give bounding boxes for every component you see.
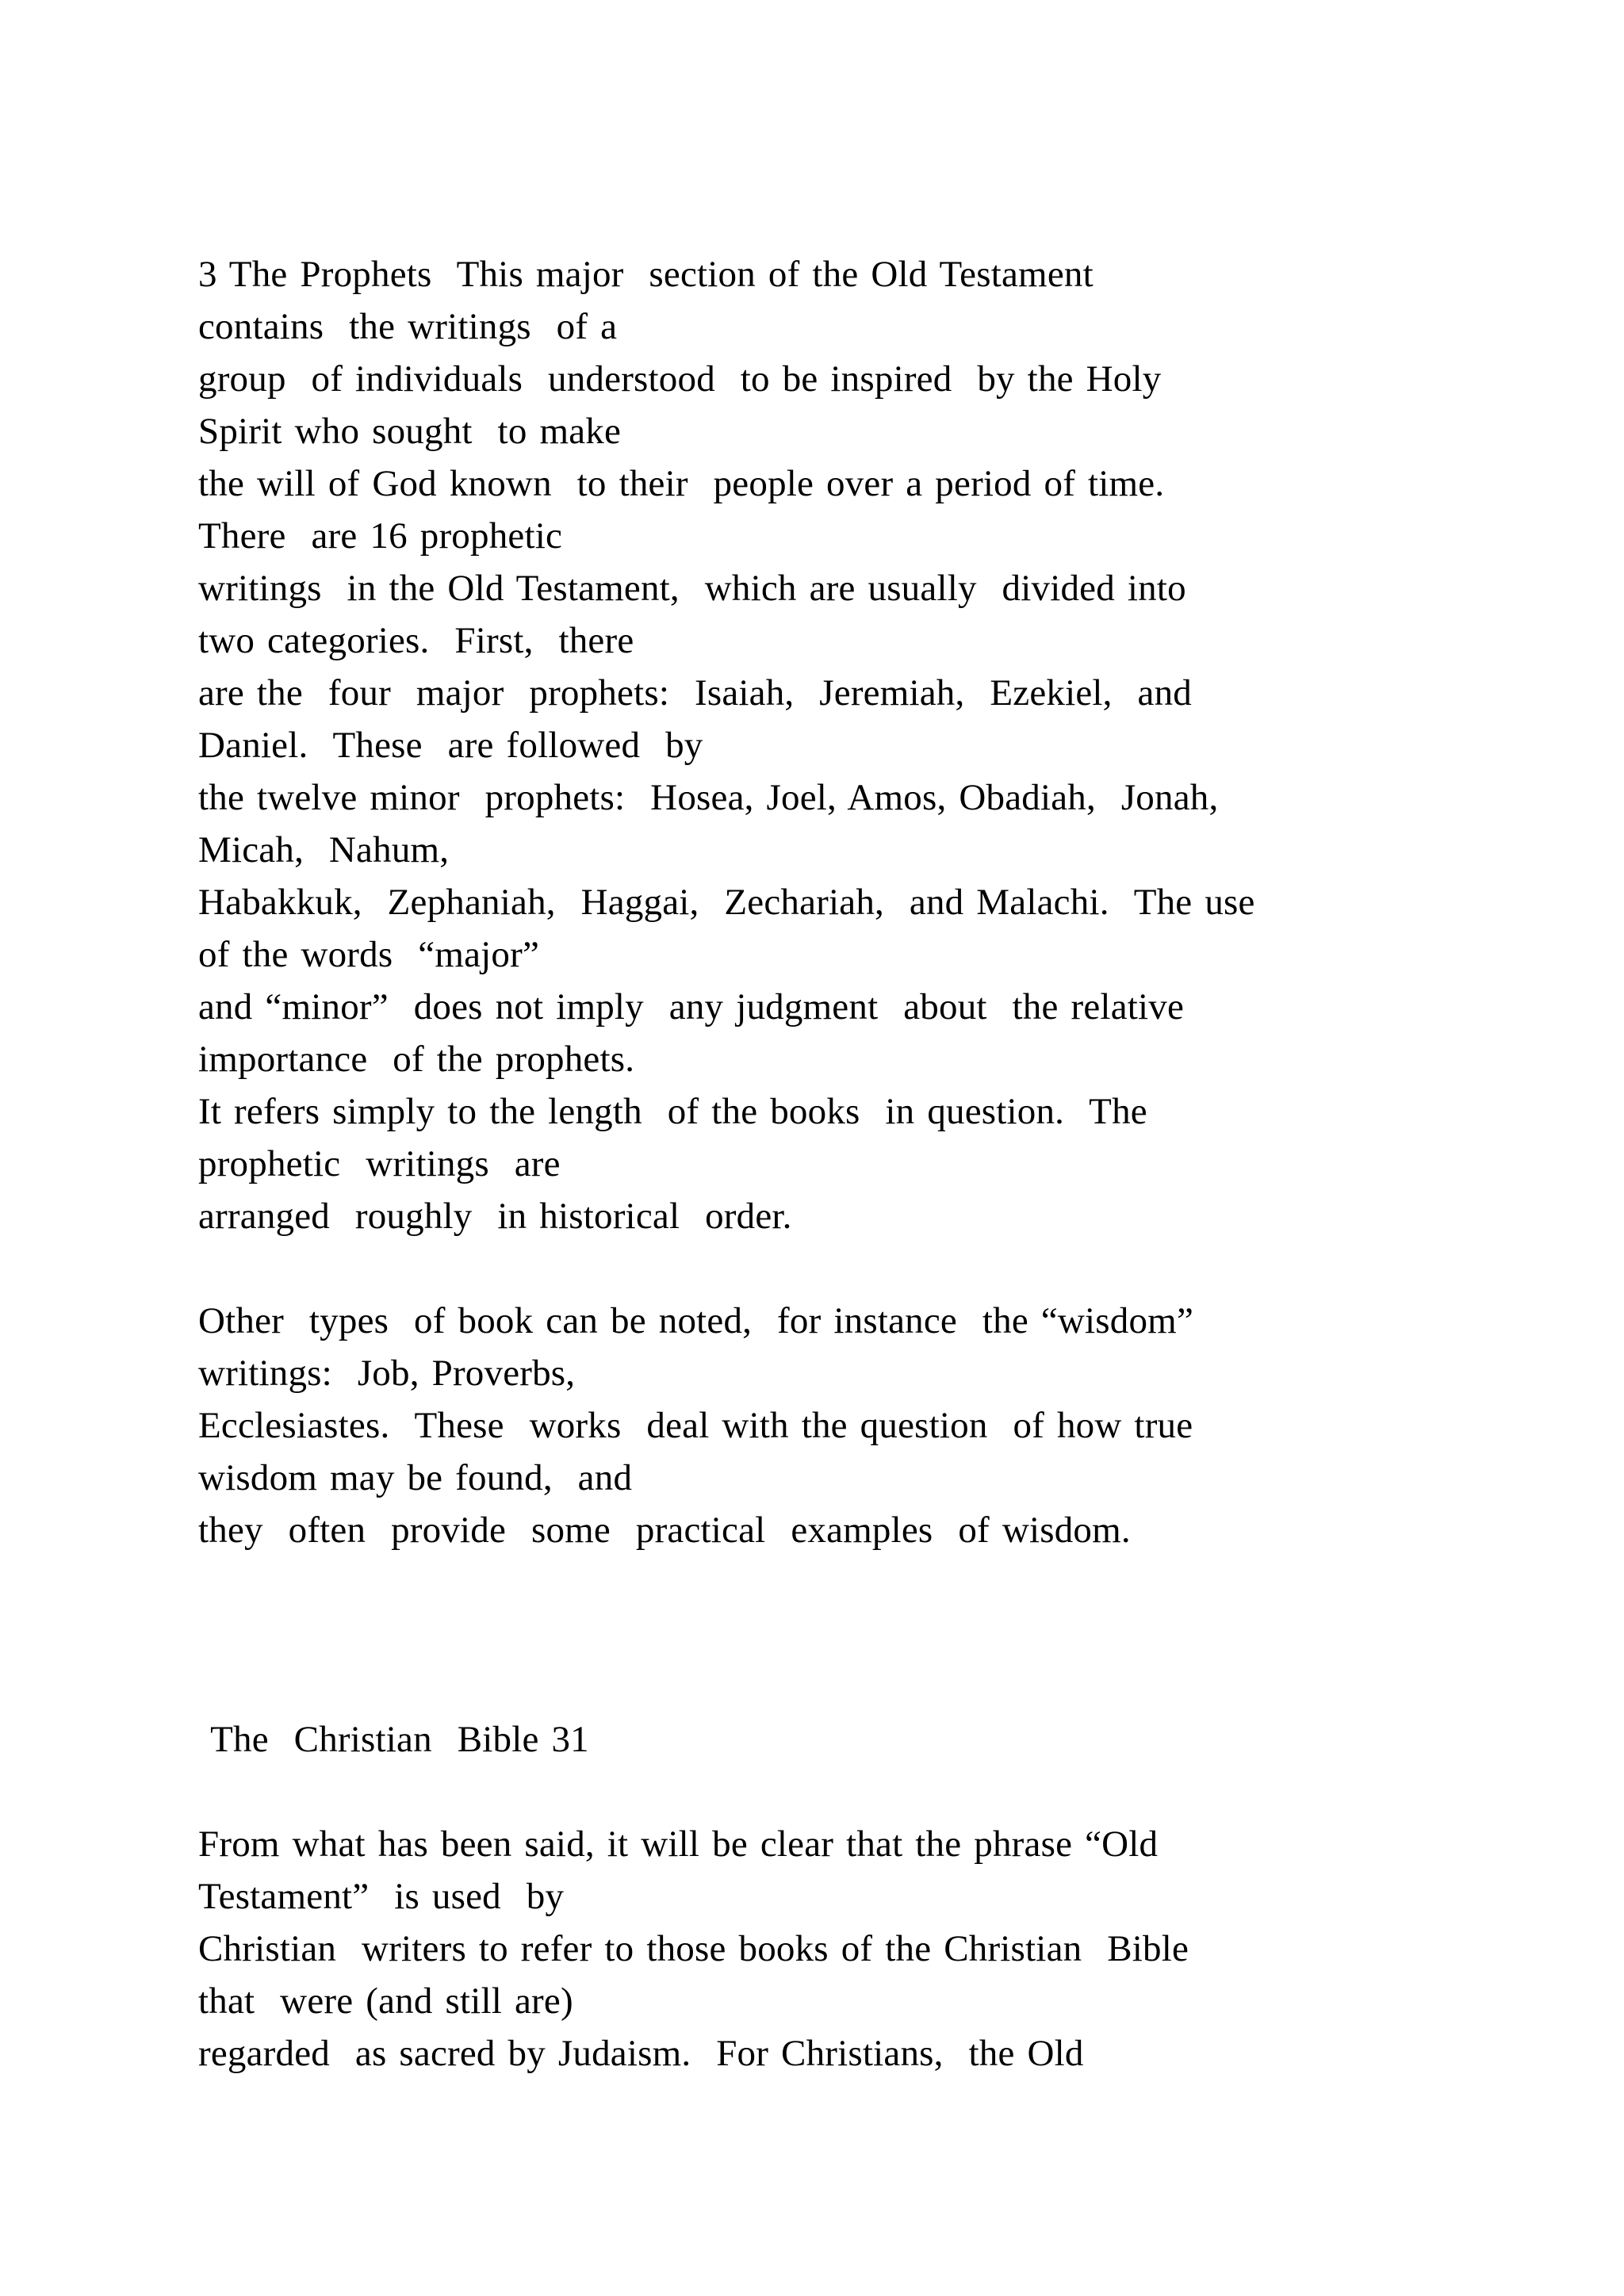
text-line: Testament” is used by bbox=[198, 1876, 565, 1917]
text-line: Spirit who sought to make bbox=[198, 411, 622, 452]
text-line: Micah, Nahum, bbox=[198, 829, 450, 871]
text-line: that were (and still are) bbox=[198, 1980, 573, 2022]
text-line: two categories. First, there bbox=[198, 620, 634, 661]
text-line: It refers simply to the length of the books in question. The bbox=[198, 1091, 1147, 1132]
text-line: Habakkuk, Zephaniah, Haggai, Zechariah, and Malachi. The use bbox=[198, 882, 1255, 923]
text-line: 3 The Prophets This major section of the Old Testament bbox=[198, 254, 1094, 295]
text-line: writings: Job, Proverbs, bbox=[198, 1353, 576, 1394]
text-line: From what has been said, it will be clear that the phrase “Old bbox=[198, 1823, 1159, 1865]
text-line: importance of the prophets. bbox=[198, 1039, 635, 1080]
text-line: wisdom may be found, and bbox=[198, 1457, 633, 1498]
text-line: are the four major prophets: Isaiah, Jeremiah, Ezekiel, and bbox=[198, 672, 1192, 714]
text-line: prophetic writings are bbox=[198, 1143, 561, 1184]
text-line: contains the writings of a bbox=[198, 306, 618, 347]
text-line: the will of God known to their people over a period of time. bbox=[198, 463, 1165, 504]
text-line: arranged roughly in historical order. bbox=[198, 1196, 792, 1237]
text-line: they often provide some practical examples of wisdom. bbox=[198, 1510, 1131, 1551]
running-header: The Christian Bible 31 bbox=[198, 1719, 589, 1760]
text-line: of the words “major” bbox=[198, 934, 540, 975]
text-line: Other types of book can be noted, for instance the “wisdom” bbox=[198, 1300, 1194, 1341]
text-line: group of individuals understood to be inspired by the Holy bbox=[198, 358, 1162, 400]
text-line: writings in the Old Testament, which are usually divided into bbox=[198, 568, 1186, 609]
text-line: There are 16 prophetic bbox=[198, 515, 563, 557]
text-line: Christian writers to refer to those books of the Christian Bible bbox=[198, 1928, 1189, 1969]
text-line: and “minor” does not imply any judgment about the relative bbox=[198, 986, 1185, 1027]
text-line: the twelve minor prophets: Hosea, Joel, Amos, Obadiah, Jonah, bbox=[198, 777, 1219, 818]
text-line: regarded as sacred by Judaism. For Christians, the Old bbox=[198, 2033, 1084, 2074]
text-line: Ecclesiastes. These works deal with the question of how true bbox=[198, 1405, 1193, 1446]
text-line: Daniel. These are followed by bbox=[198, 725, 703, 766]
